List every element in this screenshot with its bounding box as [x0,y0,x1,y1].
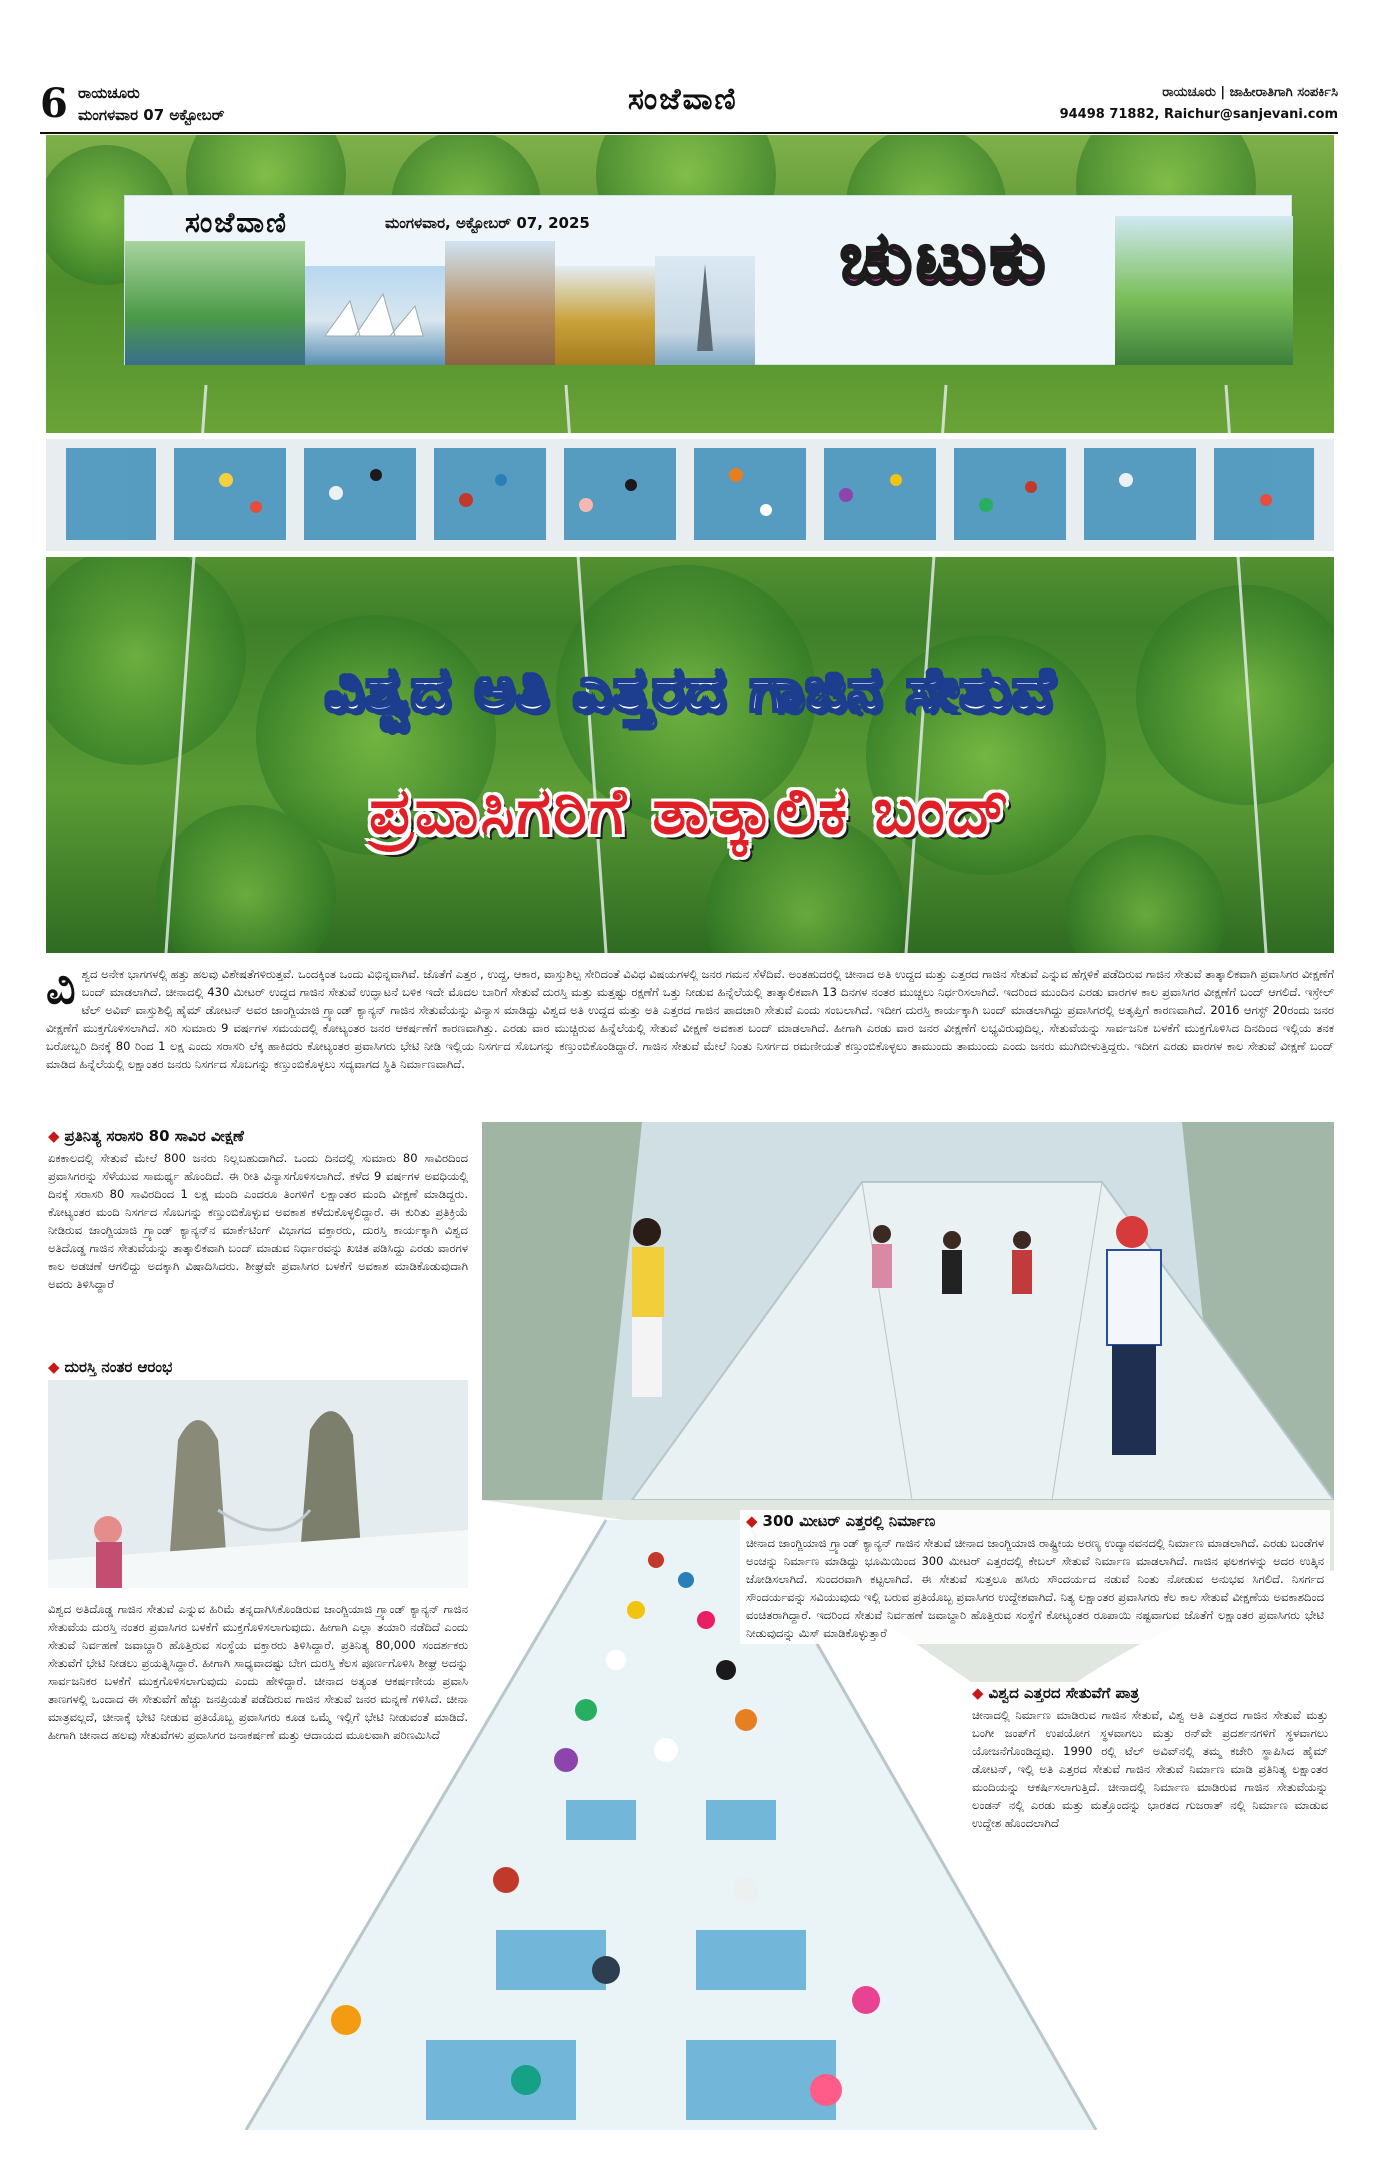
edition-date: ಮಂಗಳವಾರ 07 ಅಕ್ಟೋಬರ್ [78,106,225,124]
masthead-logo [628,82,738,117]
banner-photo-opera-house [305,266,445,365]
advert-contact [1060,82,1338,126]
banner-photo-palace [555,266,655,365]
chutuku-banner [124,195,1292,365]
section-heading-text: ದುರಸ್ತಿ ನಂತರ ಆರಂಭ [64,1358,173,1376]
section-text: ಚೀನಾದ ಜಾಂಗ್ಜಿಯಾಜಿ ಗ್ರ್ಯಾಂಡ್ ಕ್ಯಾನ್ಯನ್ ಗಾಜಿನ ಸೇತುವೆ ಚೀನಾದ ಜಾಂಗ್ಜಿಯಾಜಿ ರಾಷ್ಟ್ರೀಯ ಅರಣ್ಯ ಉದ್ಯಾನವನದಲ್ಲಿ ನಿರ್ಮಾಣ ಮಾಡಲಾಗಿದೆ. ಎರಡು ಬಂಡೆಗಳ ಅಂಚನ್ನು ನಿರ್ಮಾಣ ಮಾಡಿದ್ದು ಭೂಮಿಯಿಂದ 300 ಮೀಟರ್ ಎತ್ತರದಲ್ಲಿ ಕೇಬಲ್ ಸೇತುವೆ ನಿರ್ಮಾಣ ಮಾಡಲಾಗಿದೆ. ಗಾಜಿನ ಫಲಕಗಳನ್ನು ಅದರ ಉತ್ಕಿನ ಜೋಡಿಸಲಾಗಿದೆ. ಸುಂದರವಾಗಿ ಕಟ್ಟಲಾಗಿದೆ. ಈ ಸೇತುವೆ ಸುತ್ತಲೂ ಹಸಿರು ಸೌಂದರ್ಯದ ನಡುವೆ ನಿಂತು ನೋಡುವ ಅನುಭವ ಸಿಗಲಿದೆ. ನಿಸರ್ಗದ ಸೌಂದರ್ಯವನ್ನು ಸವಿಯುವುದು ಇಲ್ಲಿ ಬರುವ ಪ್ರತಿಯೊಬ್ಬ ಪ್ರವಾಸಿಗರ ಉದ್ದೇಶವಾಗಿದೆ. ನಿತ್ಯ ಲಕ್ಷಾಂತರ ಪ್ರವಾಸಿಗರು ಕೆಲ ಕಾಲ ಸೇತುವೆ ವೀಕ್ಷಣೆಯ ಅವಕಾಶದಿಂದ ವಂಚಿತರಾಗಿದ್ದಾರೆ. ಇದರಿಂದ ಸೇತುವೆ ನಿರ್ವಹಣೆ ಜವಾಬ್ದಾರಿ ಹೊತ್ತಿರುವ ಸಂಸ್ಥೆಗೆ ಕೋಟ್ಯಂತರ ರೂಪಾಯಿ ನಷ್ಟವಾಗುವ ಜೊತೆಗೆ ಲಕ್ಷಾಂತರ ಪ್ರವಾಸಿಗರು ಭೇಟಿ ನೀಡುವುದನ್ನು ಮಿಸ್ ಮಾಡಿಕೊಳ್ಳುತ್ತಾರೆ [746,1536,1324,1640]
section-text: ವಿಶ್ವದ ಅತಿದೊಡ್ಡ ಗಾಜಿನ ಸೇತುವೆ ಎನ್ನುವ ಹಿರಿಮೆ ತನ್ನದಾಗಿಸಿಕೊಂಡಿರುವ ಜಾಂಗ್ಜಿಯಾಜಿ ಗ್ರ್ಯಾಂಡ್ ಕ್ಯಾನ್ಯನ್ ಗಾಜಿನ ಸೇತುವೆಯ ದುರಸ್ತಿ ನಂತರ ಪ್ರವಾಸಿಗರ ಬಳಕೆಗೆ ಮುಕ್ತಗೊಳಿಸಲಾಗುವುದು. ಹೀಗಾಗಿ ಎಲ್ಲಾ ತಯಾರಿ ನಡೆದಿದೆ ಎಂದು ಸೇತುವೆ ನಿರ್ವಹಣೆ ಜವಾಬ್ದಾರಿ ಹೊತ್ತಿರುವ ಸಂಸ್ಥೆಯ ವಕ್ತಾರರು ತಿಳಿಸಿದ್ದಾರೆ. ಪ್ರತಿನಿತ್ಯ 80,000 ಸಂದರ್ಶಕರು ಸೇತುವೆಗೆ ಭೇಟಿ ನೀಡಲು ಪ್ರಯತ್ನಿಸಿದ್ದಾರೆ. ಹೀಗಾಗಿ ಸಾಧ್ಯವಾದಷ್ಟು ಬೇಗ ದುರಸ್ತಿ ಕೆಲಸ ಪೂರ್ಣಗೊಳಿಸಿ ಶೀಘ್ರ ಅದನ್ನು ಸಾರ್ವಜನಿಕರ ಬಳಕೆಗೆ ಮುಕ್ತಗೊಳಿಸಲಾಗುವುದು ಎಂದು ಹೇಳಿದ್ದಾರೆ. ಚೀನಾದ ಅತ್ಯಂತ ಆಕರ್ಷಣೀಯ ಪ್ರವಾಸಿ ತಾಣಗಳಲ್ಲಿ ಒಂದಾದ ಈ ಸೇತುವೆಗೆ ಹೆಚ್ಚು ಜನಪ್ರಿಯತೆ ಪಡೆದಿರುವ ಗಾಜಿನ ಸೇತುವೆ ಜನರ ಮನ್ನಣೆ ಗಳಿಸಿದೆ. ಚೀನಾ ಮಾತ್ರವಲ್ಲದೆ, ಚೀನಾಕ್ಕೆ ಭೇಟಿ ನೀಡುವ ಪ್ರತಿಯೊಬ್ಬ ಪ್ರವಾಸಿಗರು ಕೂಡ ಒಮ್ಮೆ ಇಲ್ಲಿಗೆ ಭೇಟಿ ನೀಡುವಂತೆ ಮಾಡಿದೆ. ಹೀಗಾಗಿ ಚೀನಾದ ಹಲವು ಸೇತುವೆಗಳು ಪ್ರವಾಸಿಗರ ಜನಾಕರ್ಷಣೆ ಮತ್ತು ಆದಾಯದ ಮೂಲವಾಗಿ ಪರಿಣಮಿಸಿದೆ [48,1602,468,1742]
masthead-logo-text: ಸಂಜೆವಾಣಿ [628,82,738,117]
diamond-bullet-icon: ◆ [48,1358,60,1376]
section-height-construction [740,1510,1330,1644]
advert-contact-line1: ರಾಯಚೂರು | ಜಾಹೀರಾತಿಗಾಗಿ ಸಂಪರ್ಕಿಸಿ [1162,85,1338,100]
diamond-bullet-icon: ◆ [48,1127,60,1145]
advert-contact-line2: 94498 71882, Raichur@sanjevani.com [1059,107,1338,122]
section-tallest-bridge [966,1682,1334,1834]
section-heading [746,1512,1324,1530]
photo-tourists-on-glass-bridge [482,1122,1334,1500]
diamond-bullet-icon: ◆ [972,1684,984,1702]
headline-line1: ವಿಶ್ವದ ಅತಿ ಎತ್ತರದ ಗಾಜಿನ ಸೇತುವೆ [324,655,1056,725]
banner-photo-temple [445,241,555,365]
edition-city: ರಾಯಚೂರು [78,84,140,102]
eiffel-tower-icon [655,256,755,365]
page-header [40,78,1338,134]
opera-house-icon [305,266,445,365]
headline-line2: ಪ್ರವಾಸಿಗರಿಗೆ ತಾತ್ಕಾಲಿಕ ಬಂದ್ [368,775,1012,849]
banner-date: ಮಂಗಳವಾರ, ಅಕ್ಟೋಬರ್ 07, 2025 [385,214,590,232]
section-reopen-heading [48,1358,468,1380]
banner-photo-tropics [1115,216,1293,365]
edition-info [78,82,225,126]
section-heading [48,1127,468,1145]
page-number: 6 [40,80,68,127]
section-heading-text: ವಿಶ್ವದ ಎತ್ತರದ ಸೇತುವೆಗೆ ಪಾತ್ರ [988,1684,1140,1702]
section-text: ಏಕಕಾಲದಲ್ಲಿ ಸೇತುವೆ ಮೇಲೆ 800 ಜನರು ನಿಲ್ಲಬಹುದಾಗಿದೆ. ಒಂದು ದಿನದಲ್ಲಿ ಸುಮಾರು 80 ಸಾವಿರದಿಂದ ಪ್ರವಾಸಿಗರನ್ನು ಸೆಳೆಯುವ ಸಾಮರ್ಥ್ಯ ಹೊಂದಿದೆ. ಈ ರೀತಿ ವಿನ್ಯಾಸಗೊಳಿಸಲಾಗಿದೆ. ಕಳೆದ 9 ವರ್ಷಗಳ ಅವಧಿಯಲ್ಲಿ ದಿನಕ್ಕೆ ಸರಾಸರಿ 80 ಸಾವಿರದಿಂದ 1 ಲಕ್ಷ ಮಂದಿ ಎಂದರೂ ತಿಂಗಳಿಗೆ ಲಕ್ಷಾಂತರ ಮಂದಿ ವೀಕ್ಷಣೆ ಮಾಡಿದ್ದರು. ಕೋಟ್ಯಂತರ ಮಂದಿ ನಿಸರ್ಗದ ಸೊಬಗನ್ನು ಕಣ್ತುಂಬಿಕೊಳ್ಳುವ ಅವಕಾಶ ಕಳೆದುಕೊಳ್ಳಲಿದ್ದಾರೆ. ಈ ಕುರಿತು ಪ್ರತಿಕ್ರಿಯೆ ನೀಡಿರುವ ಜಾಂಗ್ಜಿಯಾಜಿ ಗ್ರ್ಯಾಂಡ್ ಕ್ಯಾನ್ಯನ್‌ನ ಮಾರ್ಕೆಟಿಂಗ್ ವಿಭಾಗದ ವಕ್ತಾರರು, ದುರಸ್ತಿ ಕಾರ್ಯಕ್ಕಾಗಿ ವಿಶ್ವದ ಅತಿದೊಡ್ಡ ಗಾಜಿನ ಸೇತುವೆಯನ್ನು ತಾತ್ಕಾಲಿಕವಾಗಿ ಬಂದ್ ಮಾಡುವ ನಿರ್ಧಾರವನ್ನು ಖಚಿತ ಪಡಿಸಿದ್ದು ಎರಡು ವಾರಗಳ ಕಾಲ ಅಡಚಣೆ ಆಗಲಿದ್ದು ಅದಕ್ಕಾಗಿ ವಿಷಾದಿಸಿದರು. ಶೀಘ್ರವೇ ಪ್ರವಾಸಿಗರ ಬಳಕೆಗೆ ಅವಕಾಶ ಮಾಡಿಕೊಡುವುದಾಗಿ ಅವರು ತಿಳಿಸಿದ್ದಾರೆ [48,1151,468,1291]
section-text: ಚೀನಾದಲ್ಲಿ ನಿರ್ಮಾಣ ಮಾಡಿರುವ ಗಾಜಿನ ಸೇತುವೆ, ವಿಶ್ವ ಅತಿ ಎತ್ತರದ ಗಾಜಿನ ಸೇತುವೆ ಮತ್ತು ಬಂಗೀ ಜಂಪ್‌ಗೆ ಉಪಯೋಗ ಸ್ಥಳವಾಗಲು ಮತ್ತು ರನ್‌ವೇ ಪ್ರದರ್ಶನಗಳಿಗೆ ಸ್ಥಳವಾಗಲು ಯೋಜನೆಗೊಂಡಿದ್ದವು. 1990 ರಲ್ಲಿ ಟೆಲ್ ಅವಿವ್‌ನಲ್ಲಿ ತಮ್ಮ ಕಚೇರಿ ಸ್ಥಾಪಿಸಿದ ಹೈಮ್ ಡೋಟನ್, ಇಲ್ಲಿ ಅತಿ ಎತ್ತರದ ಸೇತುವೆ ಗಾಜಿನ ಸೇತುವೆ ನಿರ್ಮಾಣ ಮಾಡಿ ಪ್ರತಿನಿತ್ಯ ಲಕ್ಷಾಂತರ ಮಂದಿಯನ್ನು ಆಕರ್ಷಿಸಲಾಗುತ್ತಿದೆ. ಚೀನಾದಲ್ಲಿ ನಿರ್ಮಾಣ ಮಾಡಿರುವ ಗಾಜಿನ ಸೇತುವೆಯನ್ನು ಲಂಡನ್ ನಲ್ಲಿ ಎರಡು ಮತ್ತು ಮತ್ತೊಂದನ್ನು ಭಾರತದ ಗುಜರಾತ್ ನಲ್ಲಿ ನಿರ್ಮಾಣ ಮಾಡುವ ಉದ್ದೇಶ ಹೊಂದಲಾಗಿದೆ [972,1708,1328,1830]
banner-logo: ಸಂಜೆವಾಣಿ [185,206,288,239]
drop-cap: ವಿ [46,960,76,1014]
banner-photo-lake [125,241,305,365]
section-heading [48,1358,468,1376]
article-intro [46,960,1334,1073]
article-intro-text: ಶ್ವದ ಅನೇಕ ಭಾಗಗಳಲ್ಲಿ ಹತ್ತು ಹಲವು ವಿಶೇಷತೆಗಳಿರುತ್ತವೆ. ಒಂದಕ್ಕಿಂತ ಒಂದು ವಿಭಿನ್ನವಾಗಿವೆ. ಜೊತೆಗೆ ಎತ್ತರ , ಉದ್ದ, ಆಕಾರ, ವಾಸ್ತುಶಿಲ್ಪ ಸೇರಿದಂತೆ ವಿವಿಧ ವಿಷಯಗಳಲ್ಲಿ ಜನರ ಗಮನ ಸೆಳೆದಿವೆ. ಅಂತಹುದರಲ್ಲಿ ಚೀನಾದ ಅತಿ ಉದ್ದದ ಮತ್ತು ಎತ್ತರದ ಗಾಜಿನ ಸೇತುವೆ ಎನ್ನುವ ಹೆಗ್ಗಳಿಕೆ ಪಡೆದಿರುವ ಗಾಜಿನ ಸೇತುವೆ ತಾತ್ಕಾಲಿಕವಾಗಿ ಪ್ರವಾಸಿಗರ ವೀಕ್ಷಣೆಗೆ ಬಂದ್ ಮಾಡಲಾಗಿದೆ. ಚೀನಾದಲ್ಲಿ 430 ಮೀಟರ್ ಉದ್ದದ ಗಾಜಿನ ಸೇತುವೆ ಉದ್ಘಾಟನೆ ಬಳಿಕ ಇದೇ ಮೊದಲ ಬಾರಿಗೆ ಸೇತುವೆ ದುರಸ್ತಿ ಮತ್ತು ಮತ್ತಷ್ಟು ರಕ್ಷಣೆಗೆ ಒತ್ತು ನೀಡುವ ಹಿನ್ನೆಲೆಯಲ್ಲಿ ತಾತ್ಕಾಲಿಕವಾಗಿ 13 ದಿನಗಳ ನಂತರ ಮುಚ್ಚಲು ನಿರ್ಧರಿಸಲಾಗಿದೆ. ಇದರಿಂದ ಮುಂದಿನ ಎರಡು ವಾರಗಳ ಕಾಲ ಪ್ರವಾಸಿಗರ ವೀಕ್ಷಣೆಗೆ ಬಂದ್ ಆಗಲಿದೆ. ಇಸ್ರೇಲ್ ಟೆಲ್ ಅವಿವ್ ವಾಸ್ತುಶಿಲ್ಪಿ ಹೈಮ್ ಡೋಟನ್ ಅವರ ಜಾಂಗ್ಜಿಯಾಜಿ ಗ್ರ್ಯಾಂಡ್ ಕ್ಯಾನ್ಯನ್ ಗಾಜಿನ ಸೇತುವೆಯನ್ನು ವಿನ್ಯಾಸ ಮಾಡಿದ್ದು ವಿಶ್ವದ ಅತಿ ಉದ್ದದ ಮತ್ತು ಅತಿ ಎತ್ತರದ ಗಾಜಿನ ಪಾದಚಾರಿ ಸೇತುವೆ ಎಂದು ಸಂಬಲಾಗಿದೆ. ಇದೀಗ ದುರಸ್ತಿ ಕಾರ್ಯಕ್ಕಾಗಿ ಬಂದ್ ಮಾಡಲಾಗಿದ್ದು ಪ್ರವಾಸಿಗರಲ್ಲಿ ಅತೃಪ್ತಿಗೆ ಕಾರಣವಾಗಿದೆ. 2016 ಆಗಸ್ಟ್ 20ರಂದು ಜನರ ವೀಕ್ಷಣೆಗೆ ಮುಕ್ತಗೊಳಿಸಲಾಗಿದೆ. ಸರಿ ಸುಮಾರು 9 ವರ್ಷಗಳ ಸಮಯದಲ್ಲಿ ಕೋಟ್ಯಂತರ ಜನರ ಆಕರ್ಷಣೆಗೆ ಕಾರಣವಾಗಿತ್ತು. ಎರಡು ವಾರ ಮುಚ್ಚಿರುವ ಹಿನ್ನೆಲೆಯಲ್ಲಿ ಸೇತುವೆ ವೀಕ್ಷಣೆ ಅವಕಾಶ ಬಂದ್ ಮಾಡಲಾಗಿದೆ. ಹೀಗಾಗಿ ಎರಡು ವಾರ ಜನರ ವೀಕ್ಷಣೆಗೆ ಲಭ್ಯವಿರುವುದಿಲ್ಲ. ಸೇತುವೆಯನ್ನು ಸಾರ್ವಜನಿಕ ಬಳಕೆಗೆ ಮುಕ್ತಗೊಳಿಸಿದ ದಿನದಿಂದ ಇಲ್ಲಿಯ ತನಕ ಬರೋಬ್ಬರಿ ದಿನಕ್ಕೆ 80 ರಿಂದ 1 ಲಕ್ಷ ಎಂದು ಸರಾಸರಿ ಲೆಕ್ಕ ಹಾಕಿದರು ಕೋಟ್ಯಂತರ ಪ್ರವಾಸಿಗರು ಭೇಟಿ ನೀಡಿ ಇಲ್ಲಿಯ ನಿಸರ್ಗದ ಸೊಬಗನ್ನು ಕಣ್ತುಂಬಿಕೊಂಡಿದ್ದಾರೆ. ಗಾಜಿನ ಸೇತುವೆ ಮೇಲೆ ನಿಂತು ನಿಸರ್ಗದ ರಮಣೀಯತೆ ಕಣ್ತುಂಬಿಕೊಳ್ಳಲು ತಾಮುಂದು ತಾಮುಂದು ಎಂದು ಜನರು ಮುಗಿಬೀಳುತ್ತಿದ್ದರು. ಇದೀಗ ಎರಡು ವಾರಗಳ ಕಾಲ ಸೇತುವೆ ವೀಕ್ಷಣೆ ಬಂದ್ ಮಾಡಿದ ಹಿನ್ನೆಲೆಯಲ್ಲಿ ಲಕ್ಷಾಂತರ ಜನರು ನಿಸರ್ಗದ ಸೊಬಗನ್ನು ಕಣ್ತುಂಬಿಕೊಳ್ಳಲು ಸದ್ಯವಾಗದ ಸ್ಥಿತಿ ನಿರ್ಮಾಣವಾಗಿದೆ. [46,967,1334,1071]
section-daily-visitors [48,1127,468,1293]
hero-image [46,135,1334,953]
banner-photo-eiffel [655,256,755,365]
diamond-bullet-icon: ◆ [746,1512,758,1530]
section-title-chutuku: ಚುಟುಕು [840,216,1050,300]
section-heading-text: ಪ್ರತಿನಿತ್ಯ ಸರಾಸರಿ 80 ಸಾವಿರ ವೀಕ್ಷಣೆ [64,1127,244,1145]
section-heading [972,1684,1328,1702]
section-heading-text: 300 ಮೀಟರ್ ಎತ್ತರಲ್ಲಿ ನಿರ್ಮಾಣ [762,1512,936,1530]
tourists-glass-bridge-illustration [482,1122,1334,1500]
